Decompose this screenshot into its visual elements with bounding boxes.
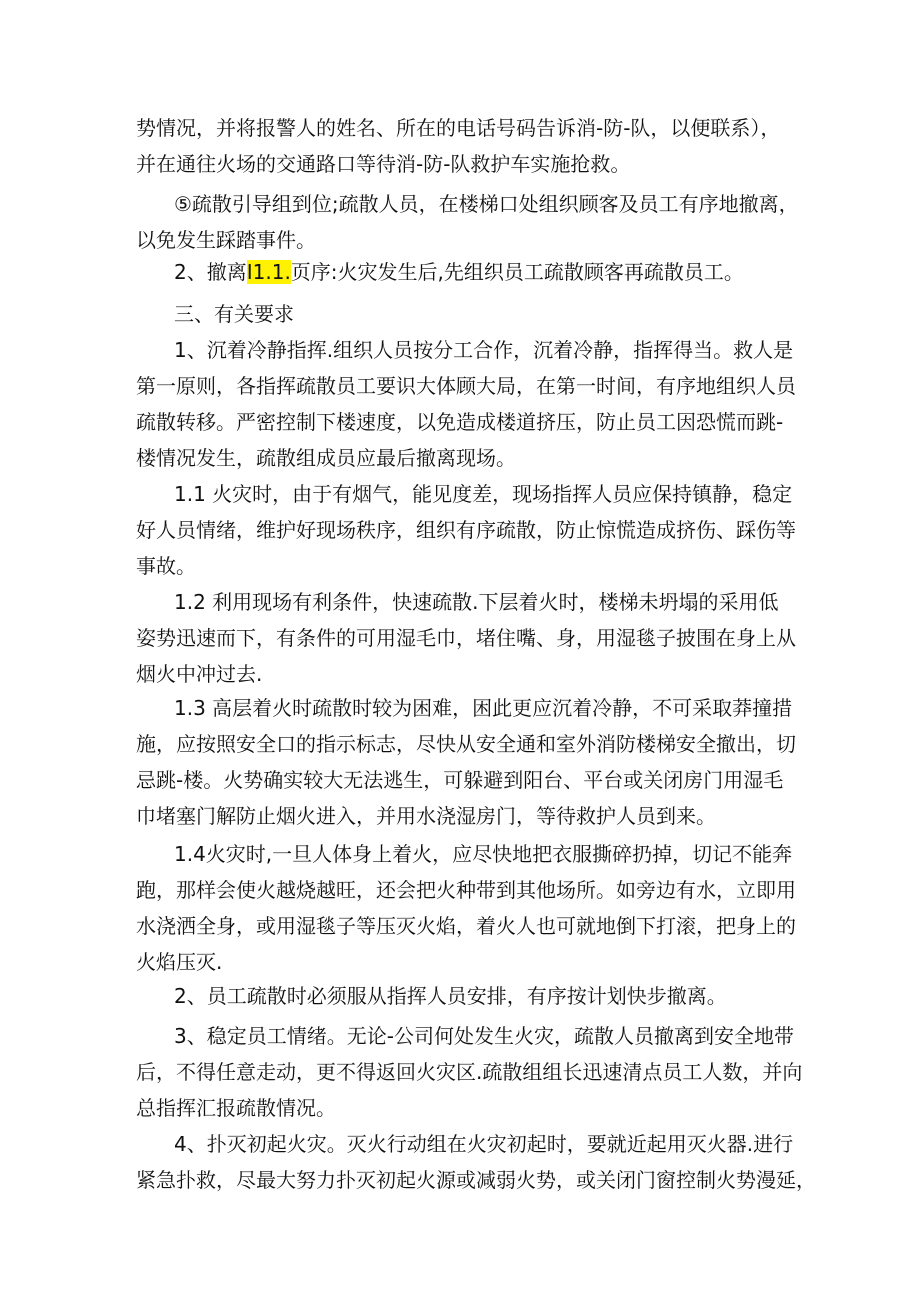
text-line: 2、员工疏散时必须服从指挥人员安排，有序按计划快步撤离。 bbox=[174, 984, 727, 1008]
text-line: 事故。 bbox=[136, 554, 196, 578]
text-line bbox=[136, 254, 786, 290]
text-line: 跑，那样会使火越烧越旺，还会把火种带到其他场所。如旁边有水，立即用 bbox=[136, 878, 796, 902]
text-line: 1.2 利用现场有利条件，快速疏散.下层着火时，楼梯未坍塌的采用低 bbox=[174, 590, 779, 614]
text-line: 水浇洒全身，或用湿毯子等压灭火焰，着火人也可就地倒下打滚，把身上的 bbox=[136, 914, 796, 938]
text-line: 1.1 火灾时，由于有烟气，能见度差，现场指挥人员应保持镇静，稳定 bbox=[174, 482, 793, 506]
text-line: 3、稳定员工情绪。无论-公司何处发生火灾，疏散人员撤离到安全地带 bbox=[174, 1024, 794, 1048]
paragraph-evacuation-order bbox=[136, 254, 786, 290]
order-prefix: 2、撤离 bbox=[174, 260, 247, 284]
section-heading: 三、有关要求 bbox=[174, 302, 294, 326]
paragraph-item-1-3 bbox=[136, 690, 796, 834]
paragraph-requirement-3 bbox=[136, 1018, 803, 1126]
text-line: 姿势迅速而下，有条件的可用湿毛巾，堵住嘴、身，用湿毯子披围在身上从 bbox=[136, 626, 796, 650]
text-line: 1.4火灾时,一旦人体身上着火，应尽快地把衣服撕碎扔掉，切记不能奔 bbox=[174, 842, 793, 866]
text-line: 以免发生踩踏事件。 bbox=[136, 228, 316, 252]
text-line: 第一原则，各指挥疏散员工要识大体顾大局，在第一时间，有序地组织人员 bbox=[136, 374, 796, 398]
text-line: 4、扑灭初起火灾。灭火行动组在火灾初起时，要就近起用灭火器.进行 bbox=[174, 1132, 794, 1156]
text-line: 楼情况发生，疏散组成员应最后撤离现场。 bbox=[136, 446, 516, 470]
text-line: 疏散转移。严密控制下楼速度，以免造成楼道挤压，防止员工因恐慌而跳- bbox=[136, 410, 784, 434]
text-line: ⑤疏散引导组到位;疏散人员，在楼梯口处组织顾客及员工有序地撤离， bbox=[174, 192, 799, 216]
paragraph-requirement-2 bbox=[136, 978, 786, 1014]
paragraph-requirement-1 bbox=[136, 332, 796, 476]
text-line: 火焰压灭. bbox=[136, 950, 223, 974]
text-line: 忌跳-楼。火势确实较大无法逃生，可躲避到阳台、平台或关闭房门用湿毛 bbox=[136, 768, 784, 792]
text-line: 总指挥汇报疏散情况。 bbox=[136, 1096, 336, 1120]
text-line: 势情况，并将报警人的姓名、所在的电话号码告诉消-防-队，以便联系）， bbox=[136, 116, 781, 140]
paragraph-evacuation-guide bbox=[136, 186, 799, 258]
section-heading-requirements bbox=[136, 296, 786, 332]
text-line: 并在通往火场的交通路口等待消-防-队救护车实施抢救。 bbox=[136, 152, 631, 176]
paragraph-requirement-4 bbox=[136, 1126, 816, 1198]
text-line: 后，不得任意走动，更不得返回火灾区.疏散组组长迅速清点员工人数，并向 bbox=[136, 1060, 803, 1084]
paragraph-item-1-1 bbox=[136, 476, 796, 584]
text-line: 1、沉着冷静指挥.组织人员按分工合作，沉着冷静，指挥得当。救人是 bbox=[174, 338, 794, 362]
text-line: 紧急扑救，尽最大努力扑灭初起火源或减弱火势，或关闭门窗控制火势漫延， bbox=[136, 1168, 816, 1192]
order-suffix: 页序:火灾发生后,先组织员工疏散顾客再疏散员工。 bbox=[290, 260, 744, 284]
paragraph-report-info bbox=[136, 110, 786, 182]
text-line: 施，应按照安全口的指示标志，尽快从安全通和室外消防楼梯安全撤出，切 bbox=[136, 732, 796, 756]
text-line: 好人员情绪，维护好现场秩序，组织有序疏散，防止惊慌造成挤伤、踩伤等 bbox=[136, 518, 796, 542]
text-line: 1.3 高层着火时疏散时较为困难，困此更应沉着冷静，不可采取莽撞措 bbox=[174, 696, 793, 720]
text-line: 巾堵塞门解防止烟火进入，并用水浇湿房门，等待救护人员到来。 bbox=[136, 804, 716, 828]
text-line: 烟火中冲过去. bbox=[136, 662, 263, 686]
paragraph-item-1-4 bbox=[136, 836, 796, 980]
paragraph-item-1-2 bbox=[136, 584, 796, 692]
highlighted-text: I1.1. bbox=[246, 260, 291, 284]
